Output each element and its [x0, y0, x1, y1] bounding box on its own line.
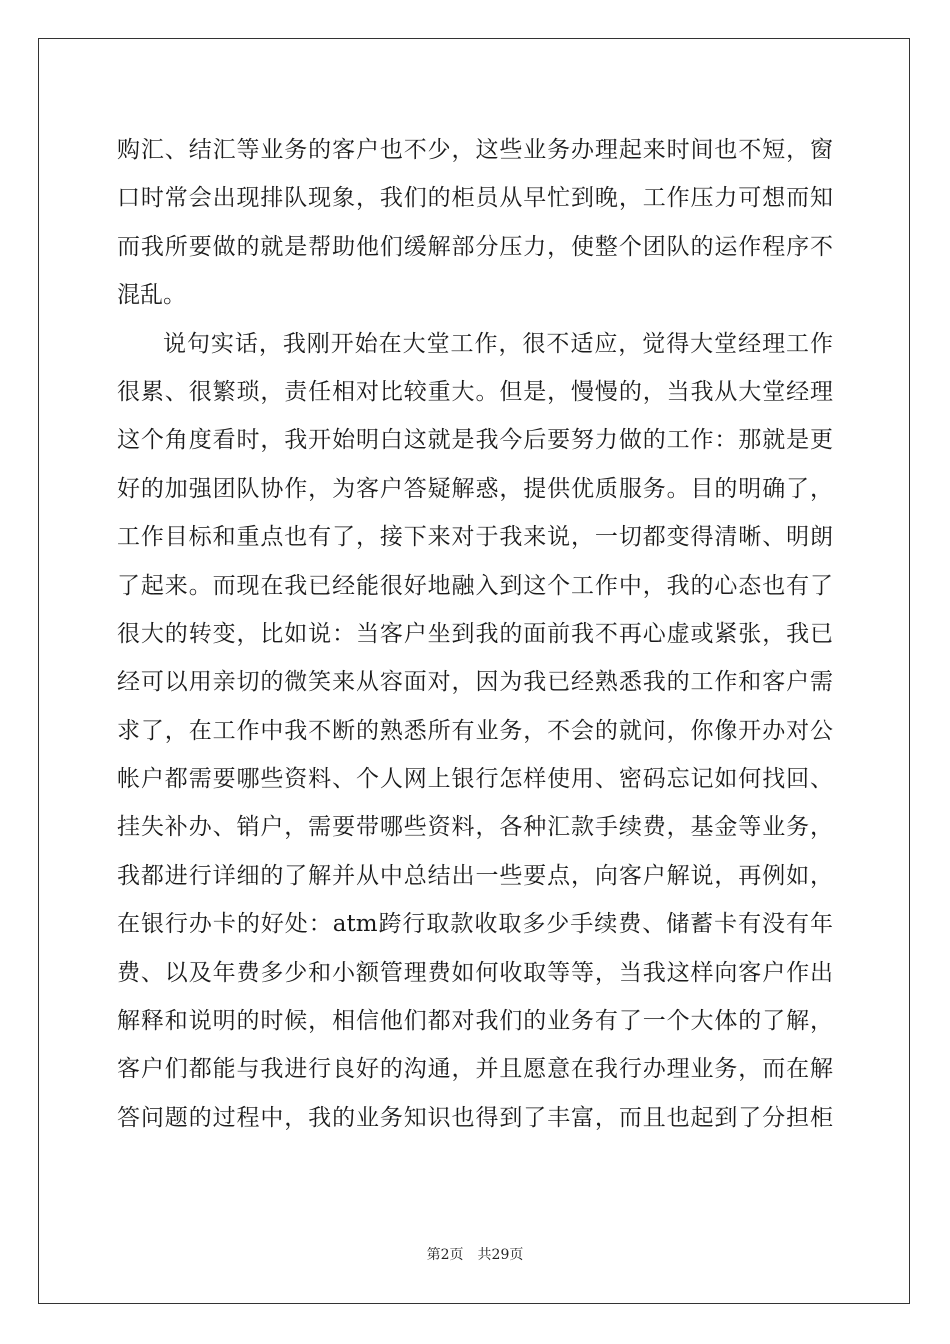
text-line: 解释和说明的时候，相信他们都对我们的业务有了一个大体的了解， [117, 1008, 833, 1035]
text-line: 客户们都能与我进行良好的沟通，并且愿意在我行办理业务，而在解 [117, 1056, 833, 1083]
text-line: 这个角度看时，我开始明白这就是我今后要努力做的工作：那就是更 [117, 427, 833, 454]
document-body [117, 126, 833, 1142]
text-line: 了起来。而现在我已经能很好地融入到这个工作中，我的心态也有了 [117, 572, 833, 599]
text-line: 挂失补办、销户，需要带哪些资料，各种汇款手续费，基金等业务， [117, 814, 833, 841]
text-line: 购汇、结汇等业务的客户也不少，这些业务办理起来时间也不短，窗 [117, 137, 833, 163]
text-line: 而我所要做的就是帮助他们缓解部分压力，使整个团队的运作程序不 [117, 233, 833, 260]
text-line: 求了，在工作中我不断的熟悉所有业务，不会的就问，你像开办对公 [117, 717, 833, 744]
text-line: 好的加强团队协作，为客户答疑解惑，提供优质服务。目的明确了， [117, 475, 833, 502]
text-line: 我都进行详细的了解并从中总结出一些要点，向客户解说，再例如， [117, 862, 833, 889]
text-line: 工作目标和重点也有了，接下来对于我来说，一切都变得清晰、明朗 [117, 524, 833, 551]
text-line: 答问题的过程中，我的业务知识也得到了丰富，而且也起到了分担柜 [117, 1104, 833, 1131]
text-line: 经可以用亲切的微笑来从容面对，因为我已经熟悉我的工作和客户需 [117, 669, 833, 696]
page-number-footer: 第2页 共29页 [426, 1247, 524, 1263]
text-line: 很累、很繁琐，责任相对比较重大。但是，慢慢的，当我从大堂经理 [117, 378, 833, 405]
text-line: 口时常会出现排队现象，我们的柜员从早忙到晚，工作压力可想而知 [117, 185, 833, 212]
text-line: 混乱。 [117, 282, 186, 309]
text-line: 帐户都需要哪些资料、个人网上银行怎样使用、密码忘记如何找回、 [117, 766, 833, 793]
text-line: 费、以及年费多少和小额管理费如何收取等等，当我这样向客户作出 [117, 959, 833, 986]
text-line: 很大的转变，比如说：当客户坐到我的面前我不再心虚或紧张，我已 [117, 620, 833, 647]
text-line: 说句实话，我刚开始在大堂工作，很不适应，觉得大堂经理工作 [163, 330, 833, 357]
text-line: 在银行办卡的好处：atm跨行取款收取多少手续费、储蓄卡有没有年 [117, 911, 833, 938]
